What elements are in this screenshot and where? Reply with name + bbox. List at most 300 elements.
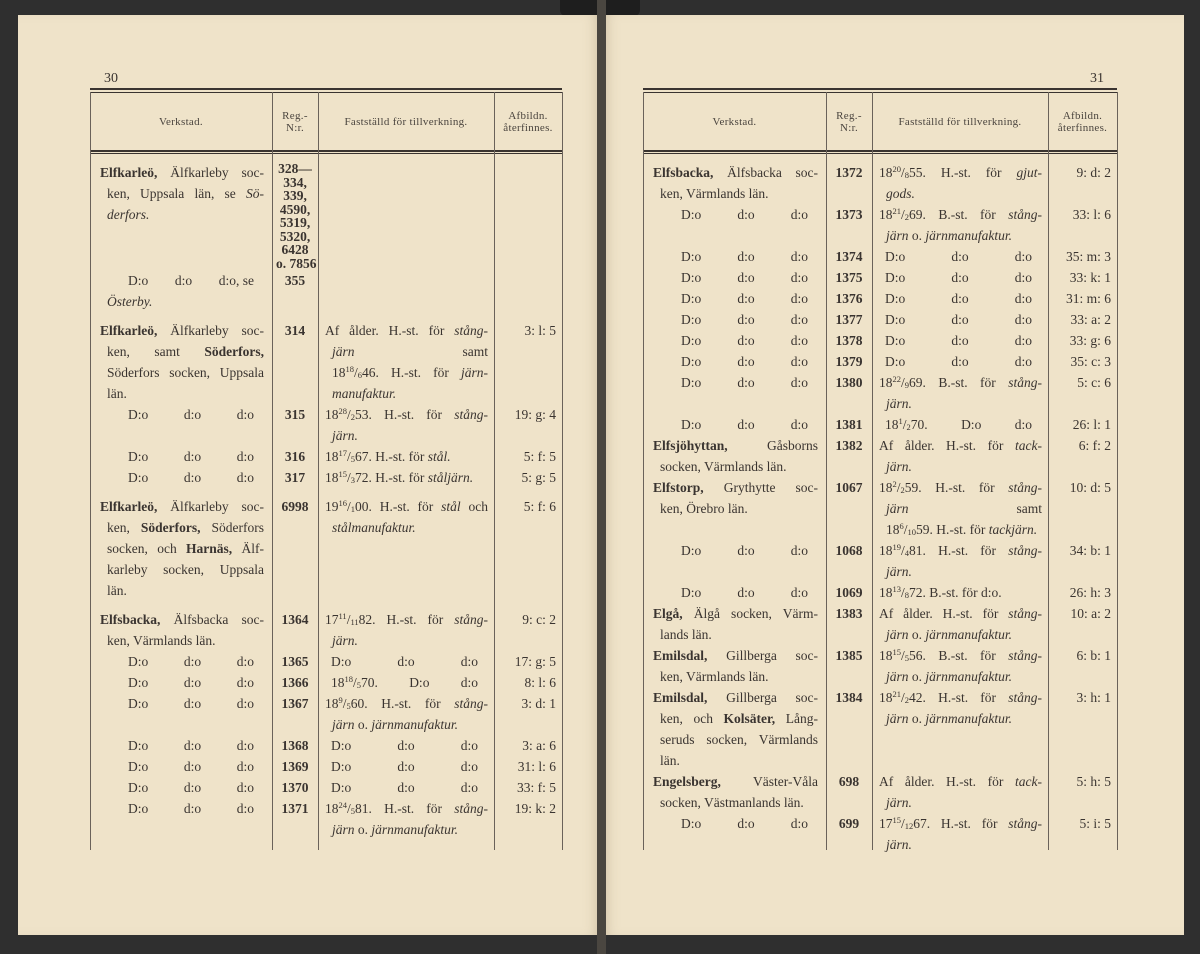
table-row bbox=[90, 467, 562, 488]
superscript: 13 bbox=[892, 584, 901, 594]
ditto-mark: d:o bbox=[1014, 354, 1032, 369]
verkstad-cell bbox=[90, 446, 272, 467]
reg-number: 328— bbox=[278, 161, 312, 176]
ditto-mark: d:o bbox=[790, 543, 808, 558]
ditto-line bbox=[100, 777, 264, 798]
figure-ref: 9: d: 2 bbox=[1076, 165, 1111, 180]
text-run: samt bbox=[908, 501, 1042, 516]
ditto-mark: d:o bbox=[183, 738, 202, 753]
italic-term: stång- bbox=[454, 801, 488, 816]
text-run: Lång- bbox=[775, 711, 818, 726]
figure-ref: 3: h: 1 bbox=[1076, 690, 1111, 705]
text-line bbox=[879, 834, 1042, 855]
text-run: 69. B.-st. för bbox=[909, 375, 1009, 390]
text-run: 59. H.-st. för bbox=[916, 522, 989, 537]
text-run: 18 bbox=[879, 690, 893, 705]
text-run: 82. H.-st. för bbox=[358, 612, 455, 627]
text-line bbox=[325, 383, 488, 404]
verkstad-cell bbox=[90, 735, 272, 756]
reg-number: 1367 bbox=[281, 696, 309, 711]
subscript: 9 bbox=[904, 380, 910, 390]
table-body bbox=[643, 162, 1117, 855]
figure-ref: 5: c: 6 bbox=[1077, 375, 1111, 390]
afbildning-cell bbox=[1048, 540, 1117, 582]
reg-number: 339, bbox=[283, 188, 307, 203]
text-run: 18 bbox=[879, 375, 893, 390]
table-body bbox=[90, 162, 562, 840]
column-rule bbox=[1117, 92, 1118, 850]
verkstad-cell bbox=[90, 320, 272, 404]
text-run: / bbox=[347, 499, 351, 514]
table-row bbox=[90, 693, 562, 735]
italic-term: järnmanufaktur. bbox=[925, 669, 1013, 684]
ditto-mark: D:o bbox=[681, 375, 702, 390]
figure-ref: 31: l: 6 bbox=[517, 759, 556, 774]
verkstad-cell bbox=[643, 309, 826, 330]
text-run: 67. H.-st. för bbox=[913, 816, 1009, 831]
reg-number: 1384 bbox=[835, 690, 863, 705]
ditto-mark: D:o bbox=[128, 759, 149, 774]
superscript: 22 bbox=[892, 374, 901, 384]
figure-ref: 31: m: 6 bbox=[1065, 291, 1111, 306]
ditto-mark: d:o bbox=[737, 312, 755, 327]
reg-number: 1366 bbox=[281, 675, 309, 690]
reg-number-cell bbox=[826, 330, 872, 351]
superscript: 17 bbox=[338, 448, 347, 458]
fastalld-cell bbox=[318, 162, 494, 270]
text-line bbox=[325, 320, 488, 341]
ditto-mark: d:o, se bbox=[218, 273, 254, 288]
table-row bbox=[643, 603, 1117, 645]
fastalld-cell bbox=[872, 540, 1048, 582]
italic-term: stång- bbox=[454, 407, 488, 422]
ditto-mark: D:o bbox=[885, 333, 906, 348]
superscript: 16 bbox=[338, 498, 347, 508]
ditto-mark: d:o bbox=[397, 738, 415, 753]
ditto-mark: D:o bbox=[128, 273, 149, 288]
italic-term: gods. bbox=[886, 186, 915, 201]
fastalld-cell bbox=[318, 798, 494, 840]
ditto-mark: d:o bbox=[183, 696, 202, 711]
subscript: 5 bbox=[356, 680, 362, 690]
fastalld-cell bbox=[318, 467, 494, 488]
ditto-mark: d:o bbox=[183, 780, 202, 795]
italic-term: tack- bbox=[1015, 438, 1042, 453]
text-run: Älfkarleby soc- bbox=[157, 323, 264, 338]
ditto-line bbox=[879, 288, 1042, 309]
subscript: 5 bbox=[350, 806, 356, 816]
ditto-line bbox=[879, 309, 1042, 330]
text-run: 17 bbox=[879, 816, 893, 831]
ditto-mark: d:o bbox=[790, 312, 808, 327]
ditto-line bbox=[325, 735, 488, 756]
fastalld-cell bbox=[318, 609, 494, 651]
text-run: / bbox=[347, 801, 351, 816]
text-run: 70. bbox=[910, 417, 928, 432]
ditto-mark: d:o bbox=[183, 759, 202, 774]
superscript: 19 bbox=[892, 542, 901, 552]
italic-term: stålmanufaktur. bbox=[332, 520, 416, 535]
text-run: ken, Värmlands län. bbox=[660, 669, 769, 684]
reg-number-cell bbox=[272, 777, 318, 798]
column-header-fast bbox=[872, 94, 1048, 150]
ditto-line bbox=[653, 246, 818, 267]
date-run bbox=[885, 414, 928, 435]
text-line bbox=[325, 798, 488, 819]
superscript: 9 bbox=[338, 695, 343, 705]
text-run: ken, samt bbox=[107, 344, 205, 359]
ditto-mark: d:o bbox=[460, 738, 478, 753]
column-header-reg bbox=[826, 94, 872, 150]
ditto-mark: d:o bbox=[183, 449, 202, 464]
italic-term: stål. bbox=[427, 449, 451, 464]
ditto-line bbox=[879, 330, 1042, 351]
reg-number-cell bbox=[272, 162, 318, 270]
ditto-line bbox=[653, 351, 818, 372]
ditto-mark: d:o bbox=[1014, 270, 1032, 285]
verkstad-cell bbox=[90, 162, 272, 270]
text-line bbox=[325, 341, 488, 362]
ditto-line bbox=[653, 582, 818, 603]
header-line: Afbildn. bbox=[508, 110, 548, 122]
text-run: / bbox=[347, 449, 351, 464]
bold-name: Emilsdal, bbox=[653, 648, 708, 663]
header-line: Fastställd för tillverkning. bbox=[344, 116, 468, 128]
italic-term: järn bbox=[886, 228, 909, 243]
ditto-line bbox=[100, 798, 264, 819]
text-run: ken, och bbox=[660, 711, 724, 726]
ditto-mark: d:o bbox=[1014, 249, 1032, 264]
ditto-mark: D:o bbox=[681, 312, 702, 327]
verkstad-cell bbox=[90, 777, 272, 798]
figure-ref: 10: a: 2 bbox=[1070, 606, 1111, 621]
italic-term: järn. bbox=[332, 428, 358, 443]
header-line: återfinnes. bbox=[1057, 122, 1108, 134]
afbildning-cell bbox=[494, 756, 562, 777]
ditto-mark: D:o bbox=[128, 738, 149, 753]
text-run: / bbox=[902, 417, 907, 432]
text-run: / bbox=[901, 375, 905, 390]
text-run: 67. H.-st. för bbox=[355, 449, 428, 464]
italic-term: ståljärn. bbox=[427, 470, 474, 485]
fastalld-cell bbox=[872, 414, 1048, 435]
ditto-mark: d:o bbox=[737, 375, 755, 390]
text-line bbox=[325, 404, 488, 425]
reg-number-cell bbox=[272, 404, 318, 446]
reg-number: 4590, bbox=[279, 201, 311, 217]
ditto-mark: D:o bbox=[681, 207, 702, 222]
reg-number: 1374 bbox=[835, 249, 863, 264]
text-run: Af ålder. H.-st. för bbox=[879, 774, 1016, 789]
header-line: Reg.- bbox=[836, 110, 862, 122]
italic-term: järnmanufaktur. bbox=[925, 627, 1013, 642]
bold-name: Elfkarleö, bbox=[100, 165, 158, 180]
rule-line bbox=[90, 153, 562, 154]
ditto-mark: d:o bbox=[737, 543, 755, 558]
subscript: 5 bbox=[346, 701, 351, 711]
reg-number-cell bbox=[826, 267, 872, 288]
table-row bbox=[90, 798, 562, 840]
ditto-mark: D:o bbox=[331, 759, 352, 774]
verkstad-cell bbox=[643, 267, 826, 288]
fastalld-cell bbox=[872, 435, 1048, 477]
figure-ref: 9: c: 2 bbox=[522, 612, 556, 627]
register-table bbox=[90, 88, 562, 850]
text-run: / bbox=[901, 816, 905, 831]
table-row bbox=[90, 404, 562, 446]
text-run: 18 bbox=[325, 407, 339, 422]
italic-term: Österby. bbox=[107, 294, 153, 309]
table-row bbox=[643, 540, 1117, 582]
ditto-mark: d:o bbox=[236, 449, 254, 464]
table-row bbox=[643, 477, 1117, 540]
italic-term: stång- bbox=[454, 696, 488, 711]
italic-term: stång- bbox=[1008, 207, 1042, 222]
text-run: Älf- bbox=[232, 541, 264, 556]
ditto-mark: d:o bbox=[236, 696, 254, 711]
rule-line bbox=[643, 150, 1117, 152]
subscript: 5 bbox=[350, 454, 356, 464]
reg-number: 317 bbox=[284, 470, 306, 485]
text-line bbox=[653, 603, 818, 624]
text-line bbox=[879, 435, 1042, 456]
text-run: / bbox=[901, 207, 905, 222]
ditto-mark: D:o bbox=[681, 816, 702, 831]
ditto-mark: D:o bbox=[128, 407, 149, 422]
italic-term: Sö- bbox=[246, 186, 264, 201]
italic-term: stång- bbox=[1008, 480, 1042, 495]
text-line bbox=[879, 519, 1042, 540]
fastalld-cell bbox=[318, 756, 494, 777]
text-run: 19 bbox=[325, 499, 339, 514]
reg-number: 1068 bbox=[835, 543, 863, 558]
text-line bbox=[100, 183, 264, 204]
text-run: karleby socken, Uppsala bbox=[107, 562, 264, 577]
verkstad-cell bbox=[643, 414, 826, 435]
afbildning-cell bbox=[1048, 267, 1117, 288]
afbildning-cell bbox=[494, 693, 562, 735]
text-line bbox=[325, 609, 488, 630]
column-header-reg bbox=[272, 94, 318, 150]
ditto-mark: d:o bbox=[737, 270, 755, 285]
reg-number: 5320, bbox=[279, 228, 311, 244]
rule-line bbox=[643, 92, 1117, 93]
superscript: 2 bbox=[892, 479, 897, 489]
reg-number-cell bbox=[272, 609, 318, 651]
text-run: / bbox=[342, 696, 347, 711]
text-line bbox=[653, 183, 818, 204]
verkstad-cell bbox=[643, 687, 826, 771]
text-line bbox=[325, 630, 488, 651]
ditto-line bbox=[879, 246, 1042, 267]
subscript: 10 bbox=[907, 527, 917, 537]
text-line bbox=[100, 362, 264, 383]
text-run: Älfsbacka soc- bbox=[713, 165, 818, 180]
verkstad-cell bbox=[643, 288, 826, 309]
text-run: o. bbox=[908, 228, 926, 243]
subscript: 2 bbox=[904, 212, 910, 222]
table-row bbox=[90, 672, 562, 693]
verkstad-cell bbox=[90, 609, 272, 651]
ditto-mark: d:o bbox=[397, 780, 415, 795]
fastalld-cell bbox=[318, 496, 494, 601]
column-header-afb bbox=[1048, 94, 1117, 150]
ditto-mark: d:o bbox=[790, 291, 808, 306]
ditto-mark: D:o bbox=[128, 654, 149, 669]
italic-term: stål bbox=[441, 499, 461, 514]
text-line bbox=[653, 666, 818, 687]
italic-term: stång- bbox=[1008, 543, 1042, 558]
ditto-mark: d:o bbox=[397, 654, 415, 669]
text-line bbox=[879, 582, 1042, 603]
text-run: samt bbox=[354, 344, 488, 359]
text-run: / bbox=[901, 165, 905, 180]
afbildning-cell bbox=[1048, 309, 1117, 330]
ditto-mark: d:o bbox=[1014, 312, 1032, 327]
subscript: 3 bbox=[350, 475, 356, 485]
reg-number-cell bbox=[826, 645, 872, 687]
text-run: / bbox=[353, 675, 357, 690]
italic-term: järn bbox=[886, 501, 909, 516]
verkstad-cell bbox=[90, 651, 272, 672]
afbildning-cell bbox=[1048, 372, 1117, 414]
right-page bbox=[603, 15, 1184, 935]
text-run: län. bbox=[107, 386, 127, 401]
afbildning-cell bbox=[494, 320, 562, 404]
table-row bbox=[90, 609, 562, 651]
ditto-mark: D:o bbox=[681, 270, 702, 285]
reg-number-cell bbox=[826, 414, 872, 435]
italic-term: järn. bbox=[886, 564, 912, 579]
ditto-mark: D:o bbox=[681, 585, 702, 600]
reg-number-cell bbox=[826, 582, 872, 603]
text-run: ken, Uppsala län, se bbox=[107, 186, 246, 201]
text-run: / bbox=[346, 612, 351, 627]
verkstad-cell bbox=[90, 270, 272, 312]
reg-number-cell bbox=[826, 246, 872, 267]
text-line bbox=[100, 517, 264, 538]
text-run: ken, Örebro län. bbox=[660, 501, 748, 516]
text-run: 56. B.-st. för bbox=[909, 648, 1009, 663]
figure-ref: 3: l: 5 bbox=[524, 323, 556, 338]
reg-number: 1365 bbox=[281, 654, 309, 669]
figure-ref: 5: g: 5 bbox=[521, 470, 556, 485]
text-line bbox=[879, 813, 1042, 834]
reg-number-cell bbox=[272, 735, 318, 756]
ditto-line bbox=[653, 288, 818, 309]
ditto-line bbox=[100, 672, 264, 693]
bold-name: Elfsjöhyttan, bbox=[653, 438, 728, 453]
afbildning-cell bbox=[1048, 582, 1117, 603]
text-run: Söderfors bbox=[200, 520, 264, 535]
figure-ref: 33: a: 2 bbox=[1070, 312, 1111, 327]
reg-number: 1385 bbox=[835, 648, 863, 663]
ditto-line bbox=[653, 204, 818, 225]
figure-ref: 3: d: 1 bbox=[521, 696, 556, 711]
ditto-mark: d:o bbox=[737, 354, 755, 369]
ditto-mark: d:o bbox=[460, 780, 478, 795]
table-row bbox=[90, 496, 562, 601]
table-row bbox=[90, 320, 562, 404]
ditto-mark: d:o bbox=[236, 407, 254, 422]
superscript: 15 bbox=[892, 815, 901, 825]
verkstad-cell bbox=[643, 162, 826, 204]
subscript: 2 bbox=[900, 485, 905, 495]
ditto-mark: D:o bbox=[128, 696, 149, 711]
reg-number: 1375 bbox=[835, 270, 863, 285]
table-row bbox=[643, 351, 1117, 372]
reg-number-cell bbox=[826, 687, 872, 771]
italic-term: järn. bbox=[886, 795, 912, 810]
text-run: 17 bbox=[325, 612, 339, 627]
column-rule bbox=[562, 92, 563, 850]
reg-number: 314 bbox=[284, 323, 306, 338]
fastalld-cell bbox=[872, 246, 1048, 267]
verkstad-cell bbox=[90, 693, 272, 735]
text-run: 18 bbox=[879, 480, 893, 495]
rule-line bbox=[643, 88, 1117, 90]
reg-number-cell bbox=[272, 756, 318, 777]
italic-term: järn bbox=[332, 822, 355, 837]
figure-ref: 5: i: 5 bbox=[1079, 816, 1111, 831]
reg-number: 355 bbox=[284, 273, 306, 288]
text-line bbox=[879, 225, 1042, 246]
header-line: N:r. bbox=[839, 122, 858, 134]
text-line bbox=[879, 687, 1042, 708]
text-line bbox=[879, 540, 1042, 561]
afbildning-cell bbox=[494, 798, 562, 840]
reg-number-cell bbox=[826, 162, 872, 204]
ditto-mark: d:o bbox=[737, 585, 755, 600]
subscript: 5 bbox=[904, 653, 910, 663]
superscript: 15 bbox=[892, 647, 901, 657]
ditto-line bbox=[100, 735, 264, 756]
text-line bbox=[879, 771, 1042, 792]
ditto-mark: d:o bbox=[951, 291, 969, 306]
superscript: 18 bbox=[345, 364, 354, 374]
italic-term: järn bbox=[886, 627, 909, 642]
fastalld-cell bbox=[318, 735, 494, 756]
afbildning-cell bbox=[1048, 687, 1117, 771]
superscript: 21 bbox=[892, 689, 901, 699]
fastalld-cell bbox=[872, 477, 1048, 540]
text-run: 18 bbox=[879, 165, 893, 180]
bold-name: Elfsbacka, bbox=[653, 165, 714, 180]
ditto-mark: D:o bbox=[885, 249, 906, 264]
subscript: 6 bbox=[357, 370, 363, 380]
text-run: / bbox=[901, 543, 905, 558]
text-line bbox=[653, 456, 818, 477]
afbildning-cell bbox=[1048, 603, 1117, 645]
figure-ref: 35: c: 3 bbox=[1070, 354, 1111, 369]
table-row bbox=[643, 204, 1117, 246]
table-row bbox=[90, 651, 562, 672]
ditto-line bbox=[653, 309, 818, 330]
bold-name: Harnäs, bbox=[186, 541, 233, 556]
reg-number: 6428 bbox=[281, 242, 309, 257]
book-spine bbox=[597, 0, 606, 954]
afbildning-cell bbox=[1048, 477, 1117, 540]
italic-term: järn- bbox=[461, 365, 488, 380]
ditto-mark: D:o bbox=[681, 249, 702, 264]
afbildning-cell bbox=[494, 270, 562, 312]
fastalld-cell bbox=[872, 162, 1048, 204]
text-run: socken, Västmanlands län. bbox=[660, 795, 804, 810]
text-run: Af ålder. H.-st. för bbox=[325, 323, 455, 338]
verkstad-cell bbox=[643, 330, 826, 351]
subscript: 2 bbox=[904, 695, 910, 705]
afbildning-cell bbox=[1048, 204, 1117, 246]
